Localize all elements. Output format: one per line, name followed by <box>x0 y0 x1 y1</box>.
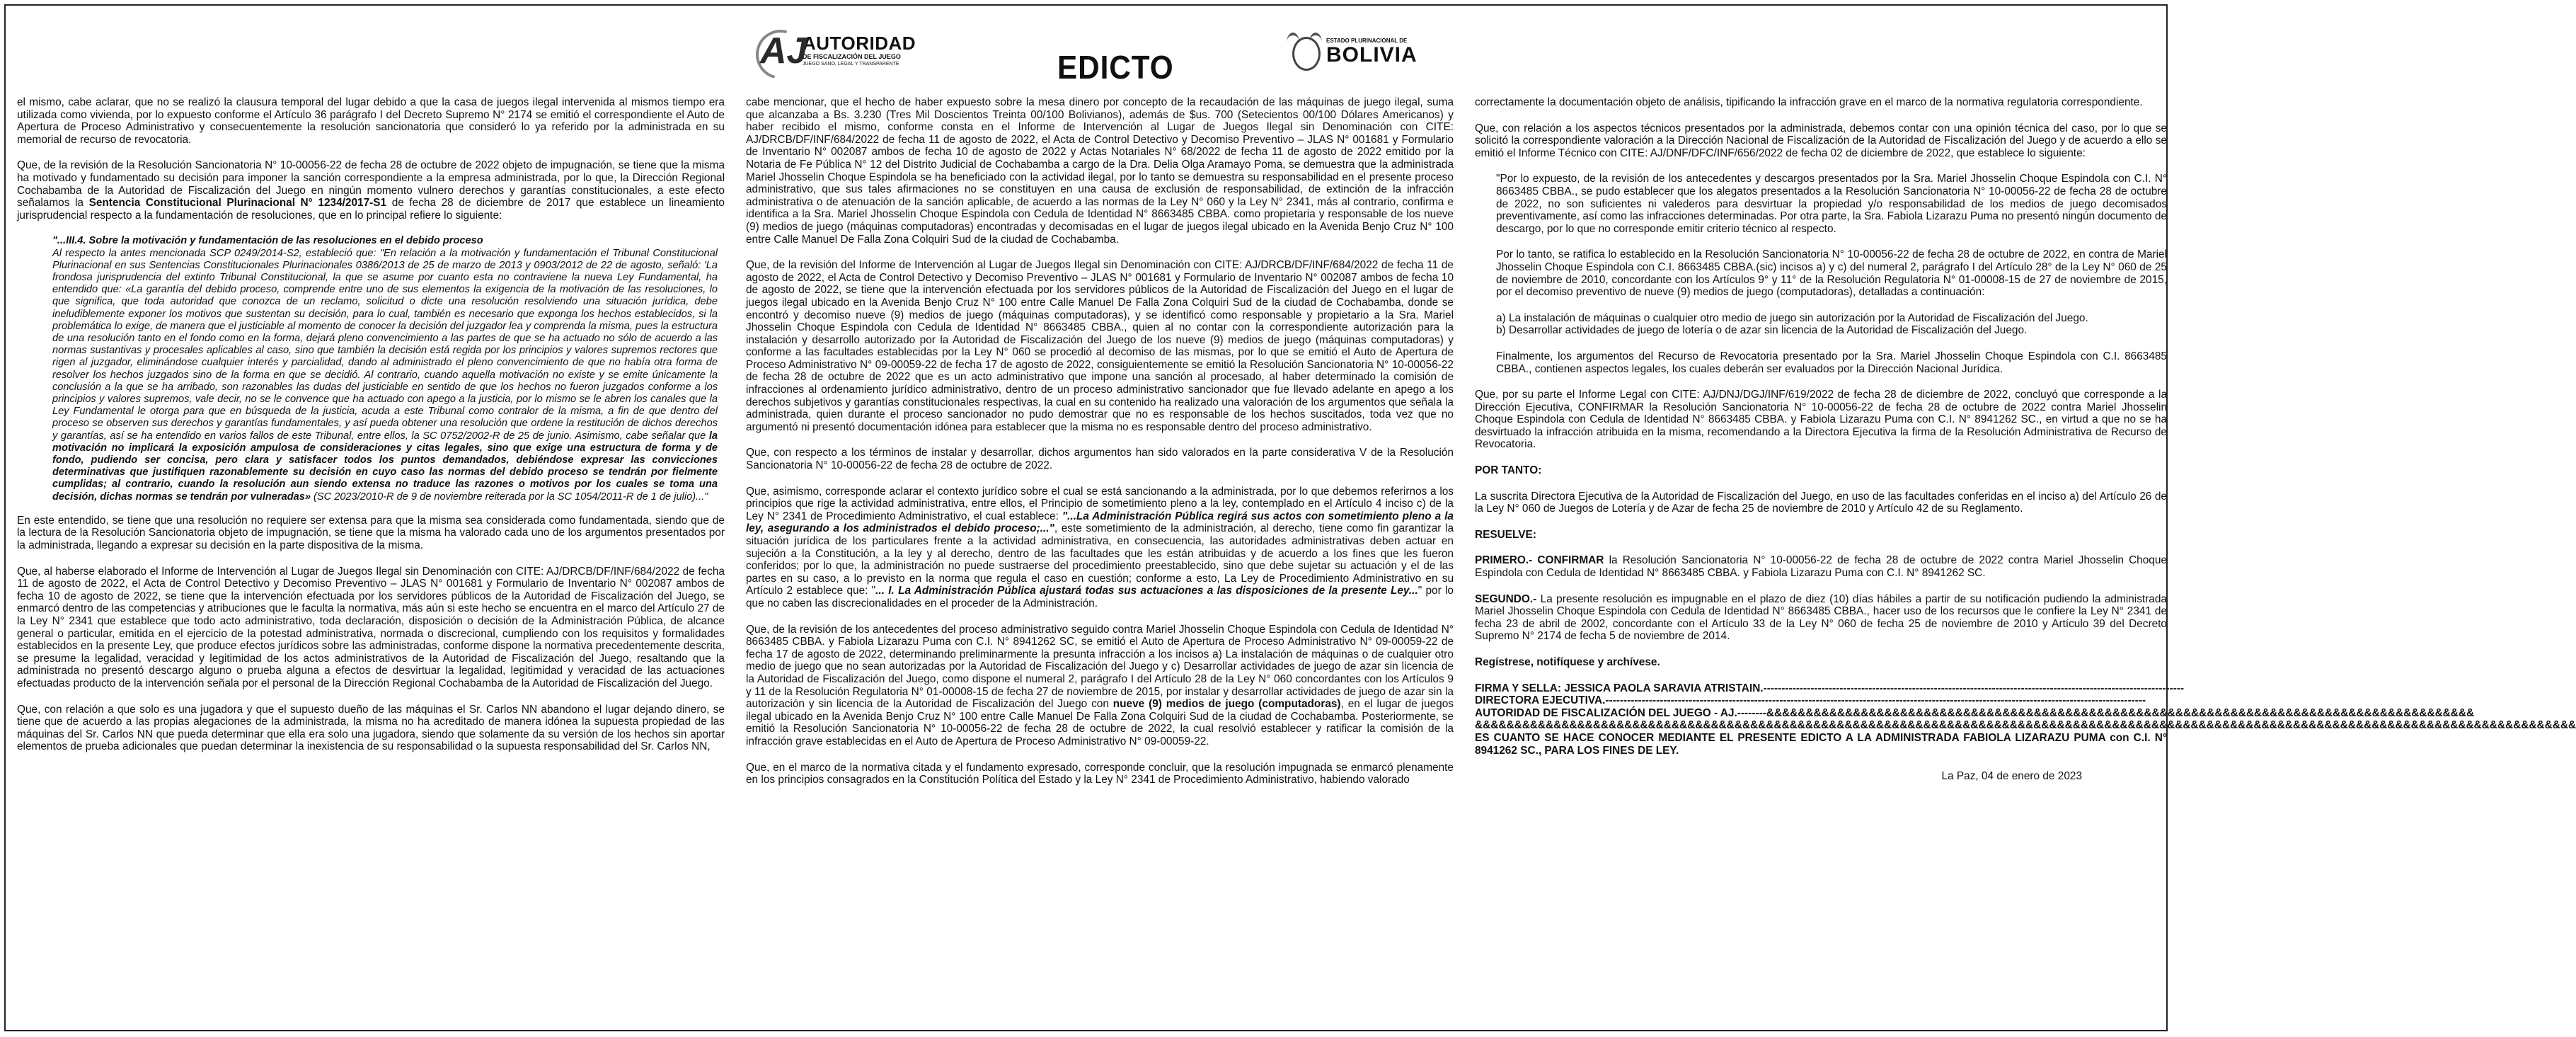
paragraph: Que, de la revisión de la Resolución Sancionatoria N° 10-00056-22 de fecha 28 de octubre de 2022 objeto de impugnación, se tiene que la misma ha motivado y fundamentado su decisión para imponer la sanción correspondiente a la empresa administrada, por lo que, la Dirección Regional Cochabamba de la Autoridad de Fiscalización del Juego en ningún momento vulnero derechos y garantías constitucionales, a este efecto señalamos la Sentencia Constitucional Plurinacional N° 1234/2017-S1 de fecha 28 de diciembre de 2017 que establece un lineamiento jurisprudencial respecto a la fundamentación de resoluciones, que en lo principal refiere lo siguiente: <box>17 159 725 222</box>
signature-line: DIRECTORA EJECUTIVA.----------------------------------------------------------------------------------------------------------------------------------------------------- <box>1475 694 2146 707</box>
paragraph: Que, con respecto a los términos de instalar y desarrollar, dichos argumentos han sido valorados en la parte considerativa V de la Resolución Sancionatoria N° 10-00056-22 de fecha 28 de octubre de 2022. <box>746 447 1454 472</box>
column-2 <box>746 96 1454 800</box>
bolivia-logo-small: ESTADO PLURINACIONAL DE <box>1326 38 1408 44</box>
technical-report-quote: Finalmente, los argumentos del Recurso de Revocatoria presentado por la Sra. Mariel Jhosselin Choque Espindola con C.I. 8663485 CBBA., contienen aspectos legales, los cuales deberán ser evaluados por la Dirección Nacional Jurídica. <box>1496 350 2167 375</box>
column-3 <box>1475 96 2576 796</box>
aj-logo-subtitle: DE FISCALIZACIÓN DEL JUEGO <box>803 52 901 60</box>
signature-line: AUTORIDAD DE FISCALIZACIÓN DEL JUEGO - AJ.--------&&&&&&&&&&&&&&&&&&&&&&&&&&&&&&&&&&&&&&&&&&&&&&&&&&&&&&&&&&&&&&&&&&&&&&&&&&&&&&&&&&&&&&&&&& <box>1475 706 2475 719</box>
bolivia-logo-big: BOLIVIA <box>1326 43 1418 67</box>
page-title: EDICTO <box>1057 49 1174 86</box>
page-header <box>6 6 2166 89</box>
quote-heading: "...III.4. Sobre la motivación y fundamentación de las resoluciones en el debido proceso <box>52 235 483 247</box>
infraction-b: b) Desarrollar actividades de juego de lotería o de azar sin licencia de la Autoridad de Fiscalización del Juego. <box>1496 324 2028 337</box>
paragraph: Que, con relación a los aspectos técnicos presentados por la administrada, debemos contar con una opinión técnica del caso, por lo que se solicitó la correspondiente valoración a la Dirección Nacional de Fiscalización de la Autoridad de Fiscalización del Juego y de acuerdo a ello se emitió el Informe Técnico con CITE: AJ/DNF/DFC/INF/656/2022 de fecha 02 de diciembre de 2022, que establece lo siguiente: <box>1475 122 2167 159</box>
aj-logo-tagline: JUEGO SANO, LEGAL Y TRANSPARENTE <box>803 61 899 67</box>
paragraph: Que, de la revisión de los antecedentes del proceso administrativo seguido contra Mariel Jhosselin Choque Espindola con Cedula de Identidad N° 8663485 CBBA. y Fabiola Lizarazu Puma con C.I. N° 8941262 SC, se emitió el Auto de Apertura de Proceso Administrativo N° 09-00059-22 de fecha 17 de agosto de 2022, determinando preliminarmente la presunta infracción a los incisos a) La instalación de máquinas o de cualquier otro medio de juego que no sean autorizadas por la Autoridad de Fiscalización del Juego y c) Desarrollar actividades de juego de azar sin licencia de la Autoridad de Fiscalización del Juego, como dispone el numeral 2, parágrafo I del Artículo 28 de la Ley N° 060 concordantes con los Artículos 9 y 11 de la Resolución Regulatoria N° 01-00008-15 de fecha 27 de noviembre de 2015, por instalar y desarrollar actividades de juego de azar sin la autorización y sin licencia de la Autoridad de Fiscalización del Juego con nueve (9) medios de juego (computadoras), en el lugar de juegos ilegal ubicado en la Avenida Benjo Cruz N° 100 entre Calle Manuel De Falla Zona Colquiri Sud de la ciudad de Cochabamba. Posteriormente, se emitió la Resolución Sancionatoria N° 10-00056-22 de fecha 28 de octubre de 2022, la cual resolvió establecer y ratificar la comisión de la infracción grave establecidas en el Auto de Apertura de Proceso Administrativo N° 09-00059-22. <box>746 623 1454 747</box>
infraction-a: a) La instalación de máquinas o cualquier otro medio de juego sin autorización por la Autoridad de Fiscalización del Juego. <box>1496 311 2088 324</box>
paragraph: el mismo, cabe aclarar, que no se realizó la clausura temporal del lugar debido a que la casa de juegos ilegal intervenida al mismos tiempo era utilizada como vivienda, por lo expuesto conforme el Artículo 36 parágrafo I del Decreto Supremo N° 2174 se emitió el correspondiente el Auto de Apertura de Proceso Administrativo y consecuentemente la resolución sancionatoria que consideró lo ya referido por la administrada en su memorial de recurso de revocatoria. <box>17 96 725 146</box>
paragraph: Que, asimismo, corresponde aclarar el contexto jurídico sobre el cual se está sancionando a la administrada, por lo que debemos referirnos a los principios que rige la actividad administrativa, entre ellos, el Principio de sometimiento pleno a la ley, contemplado en el Artículo 4 inciso c) de la Ley N° 2341 de Procedimiento Administrativo, el cual establece: "...La Administración Pública regirá sus actos con sometimiento pleno a la ley, asegurando a los administrados el debido proceso;...", este sometimiento de la administración, al derecho, tiene como fin garantizar la situación jurídica de los particulares frente a la actividad administrativa, en consecuencia, las autoridades administrativas deben actuar en sujeción a la Constitución, a la ley y al derecho, dentro de las facultades que les están atribuidas y de acuerdo a los fines que les fueron conferidos; por lo que, la administración no puede sustraerse del procedimiento preestablecido, sino que debe sujetar su actuación y el de las partes en su caso, a lo previsto en la norma que regula el caso en cuestión; conforme a esto, La Ley de Procedimiento Administrativo en su Artículo 2 establece que: "... I. La Administración Pública ajustará todas sus actuaciones a las disposiciones de la presente Ley..." por lo que no caben las discrecionalidades en el proceder de la Administración. <box>746 485 1454 609</box>
paragraph: Que, en el marco de la normativa citada y el fundamento expresado, corresponde concluir, que la resolución impugnada se enmarcó plenamente en los principios consagrados en la Constitución Política del Estado y la Ley N° 2341 de Procedimiento Administrativo, habiendo valorado <box>746 761 1454 786</box>
paragraph: correctamente la documentación objeto de análisis, tipificando la infracción grave en el marco de la normativa regulatoria correspondiente. <box>1475 96 2143 108</box>
issue-date: La Paz, 04 de enero de 2023 <box>1941 770 2082 783</box>
bolivia-shield-icon <box>1287 30 1322 74</box>
paragraph: Que, al haberse elaborado el Informe de Intervención al Lugar de Juegos Ilegal sin Denominación con CITE: AJ/DRCB/DF/INF/684/2022 de fecha 11 de agosto de 2022, el Acta de Control Detectivo y Decomiso Preventivo – JLAS N° 001681 y Formulario de Inventario N° 002087 ambos de fecha 10 de agosto de 2022, se tiene que la intervención efectuada por los servidores públicos de la Autoridad de Fiscalización del Juego, se enmarcó dentro de las competencias y atribuciones que le faculta la normativa, más aún si este hecho se encuentra en el marco del Artículo 27 de la Ley N° 2341 que establece que todo acto administrativo, toda declaración, disposición o decisión de la Administración Pública, de alcance general o particular, emitida en el ejercicio de la potestad administrativa, normada o discrecional, cumpliendo con los requisitos y formalidades establecidos en la presente Ley, que produce efectos jurídicos sobre las administradas, conforme dispone la normativa precedentemente descrita, se presume la legalidad, veracidad y legitimidad de los actos administrativos de la Autoridad de Fiscalización del Juego, resaltando que la administrada no presentó descargo alguno o prueba alguna a efectos de desvirtuar la legalidad, legitimidad y veracidad de las actuaciones efectuadas producto de la intervención señala por el personal de la Dirección Regional Cochabamba de la Autoridad de Fiscalización del Juego. <box>17 565 725 689</box>
section-heading-por-tanto: POR TANTO: <box>1475 464 1542 477</box>
aj-emblem-icon: AJ <box>760 30 797 71</box>
paragraph: La suscrita Directora Ejecutiva de la Autoridad de Fiscalización del Juego, en uso de las facultades conferidas en el inciso a) del Artículo 26 de la Ley N° 060 de Juegos de Lotería y de Azar de fecha 25 de noviembre de 2010 y Artículo 42 de su Reglamento. <box>1475 490 2167 515</box>
edicto-page <box>4 4 2576 1031</box>
column-1 <box>17 96 725 767</box>
paragraph: En este entendido, se tiene que una resolución no requiere ser extensa para que la misma sea considerada como fundamentada, siendo que de la lectura de la Resolución Sancionatoria objeto de impugnación, se tiene que la misma ha valorado cada uno de los argumentos presentados por la administrada, llegando a expresar su decisión en la parte dispositiva de la misma. <box>17 514 725 551</box>
signature-line: FIRMA Y SELLA: JESSICA PAOLA SARAVIA ATRISTAIN.-------------------------------------------------------------------------------------------------------------------- <box>1475 682 2185 694</box>
paragraph: Que, por su parte el Informe Legal con CITE: AJ/DNJ/DGJ/INF/619/2022 de fecha 28 de diciembre de 2022, concluyó que corresponde a la Dirección Ejecutiva, CONFIRMAR la Resolución Sancionatoria N° 10-00056-22 de fecha 28 de octubre de 2022 contra Mariel Jhosselin Choque Espindola con Cedula de Identidad N° 8663485 CBBA. y Fabiola Lizarazu Puma con C.I. N° 8941262 SC., en virtud a que no se ha desvirtuado la infracción atribuida en la misma, recomendando a la Directora Ejecutiva la firma de la Resolución Administrativa de Recurso de Revocatoria. <box>1475 389 2167 451</box>
aj-logo <box>760 30 916 71</box>
jurisprudence-quote: "...III.4. Sobre la motivación y fundamentación de las resoluciones en el debido proceso Al respecto la antes mencionada SCP 0249/2014-S2, estableció que: "En relación a la motivación y fundamentación el Tribunal Constitucional Plurinacional en sus Sentencias Constitucionales Plurinacionales 0386/2013 de 25 de marzo de 2013 y 0903/2012 de 22 de agosto, señaló: 'La frondosa jurisprudencia del extinto Tribunal Constitucional, la que se asume por cuanto esta no contraviene la nueva Ley Fundamental, ha entendido que: «La garantía del debido proceso, comprende entre uno de sus elementos la exigencia de la motivación de las resoluciones, lo que significa, que toda autoridad que conozca de un reclamo, solicitud o dicte una resolución resolviendo una situación jurídica, debe ineludiblemente exponer los motivos que sustentan su decisión, para lo cual, también es necesario que exponga los hechos establecidos, si la problemática lo exige, de manera que el justiciable al momento de conocer la decisión del juzgador lea y comprenda la misma, pues la estructura de una resolución tanto en el fondo como en la forma, dejará pleno convencimiento a las partes de que se ha actuado no sólo de acuerdo a las normas sustantivas y procesales aplicables al caso, sino que también la decisión está regida por los principios y valores supremos rectores que rigen al juzgador, eliminándose cualquier interés y parcialidad, dando al administrado el pleno convencimiento de que no había otra forma de resolver los hechos juzgados sino de la forma en que se decidió. Al contrario, cuando aquella motivación no existe y se emite únicamente la conclusión a la que se ha arribado, son razonables las dudas del justiciable en sentido de que los hechos no fueron juzgados conforme a los principios y valores supremos, vale decir, no se le convence que ha actuado con apego a la justicia, por lo mismo se le abren los canales que la Ley Fundamental le otorga para que en búsqueda de la justicia, acuda a este Tribunal como contralor de la misma, a fin de que dentro del proceso se observen sus derechos y garantías fundamentales, y así pueda obtener una resolución que ordene la restitución de dichos derechos y garantías, así se ha entendido en varios fallos de este Tribunal, entre ellos, la SC 0752/2002-R de 25 de junio. Asimismo, cabe señalar que la motivación no implicará la exposición ampulosa de consideraciones y citas legales, sino que exige una estructura de forma y de fondo, pudiendo ser concisa, pero clara y satisfacer todos los puntos demandados, debiéndose expresar las convicciones determinativas que justifiquen razonablemente su decisión en cuyo caso las normas del debido proceso se tendrán por fielmente cumplidas; al contrario, cuando la resolución aun siendo extensa no traduce las razones o motivos por los cuales se toma una decisión, dichas normas se tendrán por vulneradas» (SC 2023/2010-R de 9 de noviembre reiterada por la SC 1054/2011-R de 1 de julio)..." <box>52 235 718 503</box>
bolivia-logo <box>1287 30 1418 74</box>
aj-logo-title: AUTORIDAD <box>803 32 916 54</box>
paragraph: cabe mencionar, que el hecho de haber expuesto sobre la mesa dinero por concepto de la recaudación de las máquinas de juego ilegal, suma que alcanzaba a Bs. 3.230 (Tres Mil Doscientos Treinta 00/100 Bolivianos), además de $us. 700 (Setecientos 00/100 Dólares Americanos) y haber recibido el mismo, conforme consta en el Informe de Intervención al Lugar de Juegos Ilegal sin Denominación con CITE: AJ/DRCB/DF/INF/684/2022 de fecha 11 de agosto de 2022, el Acta de Control Detectivo y Decomiso Preventivo – JLAS N° 001681 y Formulario de Inventario N° 002087 ambos de fecha 10 de agosto de 2022 y Actas Notariales N° 68/2022 de fecha 11 de agosto de 2022 emitido por la Notaria de Fe Pública N° 12 del Distrito Judicial de Cochabamba a cargo de la Dra. Delia Olga Aramayo Poma, se demuestra que la administrada Mariel Jhosselin Choque Espindola se ha beneficiado con la actividad ilegal, por lo tanto se demuestra su responsabilidad en el presente proceso administrativo, que sus tales afirmaciones no se constituyen en una causa de exclusión de responsabilidad, de extinción de la infracción administrativa o de atenuación de la sanción aplicable, de acuerdo a las normas de la Ley N° 060 y la Ley N° 2341, más al contrario, confirma e identifica a la Sra. Mariel Jhosselin Choque Espindola con Cedula de Identidad N° 8663485 CBBA. como propietaria y responsable de los nueve (9) medios de juego (máquinas computadoras) encontradas y decomisadas en el lugar de juegos ilegal ubicado en la Avenida Benjo Cruz N° 100 entre Calle Manuel De Falla Zona Colquiri Sud de la ciudad de Cochabamba. <box>746 96 1454 246</box>
resolution-segundo: SEGUNDO.- La presente resolución es impugnable en el plazo de diez (10) días hábiles a partir de su notificación pudiendo la administrada Mariel Jhosselin Choque Espindola con Cedula de Identidad N° 8663485 CBBA., hacer uso de los recursos que le confiere la Ley N° 2341 de fecha 23 de abril de 2002, concordante con el Artículo 33 de la Ley N° 060 de fecha 25 de noviembre de 2010 y Artículo 39 del Decreto Supremo N° 2174 de fecha 5 de noviembre de 2014. <box>1475 592 2167 643</box>
resolution-primero: PRIMERO.- CONFIRMAR la Resolución Sancionatoria N° 10-00056-22 de fecha 28 de octubre de 2022 contra Mariel Jhosselin Choque Espindola con Cedula de Identidad N° 8663485 CBBA. y Fabiola Lizarazu Puma con C.I. N° 8941262 SC. <box>1475 554 2167 580</box>
technical-report-quote: "Por lo expuesto, de la revisión de los antecedentes y descargos presentados por la Sra. Mariel Jhosselin Choque Espindola con C.I. N° 8663485 CBBA., se pudo establecer que los alegatos presentados a la Resolución Sancionatoria N° 10-00056-22 de fecha 28 de octubre de 2022, no son suficientes ni valederos para desvirtuar la propiedad y/o responsabilidad de los medios de juego decomisados preventivamente, así como las infracciones determinadas. Por otra parte, la Sra. Fabiola Lizarazu Puma no presentó ningún documento de descargo, por lo que no corresponde emitir criterio técnico al respecto. <box>1496 173 2167 235</box>
section-heading-resuelve: RESUELVE: <box>1475 528 1536 541</box>
paragraph: Que, con relación a que solo es una jugadora y que el supuesto dueño de las máquinas el Sr. Carlos NN abandono el lugar dejando dinero, se tiene que de acuerdo a las propias alegaciones de la administrada, la misma no ha acreditado de manera idónea la supuesta propiedad de las máquinas del Sr. Carlos NN que pueda determinar que ella era solo una jugadora, siendo que solamente da su versión de los hechos sin aportar elementos de prueba adicionales que puedan determinar la inexistencia de su responsabilidad o la supuesta responsabilidad del Sr. Carlos NN, <box>17 703 725 753</box>
registrese-line: Regístrese, notifíquese y archívese. <box>1475 656 1660 668</box>
final-notice: ES CUANTO SE HACE CONOCER MEDIANTE EL PRESENTE EDICTO A LA ADMINISTRADA FABIOLA LIZARAZU PUMA con C.I. N° 8941262 SC., PARA LOS FINES DE LEY. <box>1475 731 2167 757</box>
signature-line: &&&&&&&&&&&&&&&&&&&&&&&&&&&&&&&&&&&&&&&&&&&&&&&&&&&&&&&&&&&&&&&&&&&&&&&&&&&&&&&&&&&&&&&&&&&&&&&&&&&&&&&&&&&&&&&&&&&&&&&&&&&&&&&&&&&&&&&&&&&& <box>1475 719 2576 732</box>
technical-report-quote: Por lo tanto, se ratifica lo establecido en la Resolución Sancionatoria N° 10-00056-22 de fecha 28 de octubre de 2022, en contra de Mariel Jhosselin Choque Espindola con C.I. 8663485 CBBA.(sic) incisos a) y c) del numeral 2, parágrafo I del Artículo 28° de la Ley N° 060 de 25 de noviembre de 2010, concordante con los Artículos 9° y 11° de la Resolución Regulatoria N° 01-00008-15 de 27 de noviembre de 2015, por el decomiso preventivo de nueve (9) medios de juego (computadoras), detalladas a continuación: <box>1496 248 2167 299</box>
paragraph: Que, de la revisión del Informe de Intervención al Lugar de Juegos Ilegal sin Denominación con CITE: AJ/DRCB/DF/INF/684/2022 de fecha 11 de agosto de 2022, el Acta de Control Detectivo y Decomiso Preventivo – JLAS N° 001681 y Formulario de Inventario N° 002087 ambos de fecha 10 de agosto de 2022, se tiene que la intervención efectuada por los servidores públicos de la Autoridad de Fiscalización del Juego en el lugar de juegos ilegal ubicado en la Avenida Benjo Cruz N° 100 entre Calle Manuel De Falla Zona Colquiri Sud de la ciudad de Cochabamba, donde se encontró y decomiso nueve (9) medios de juego (máquinas computadoras), y se identificó como responsable y propietario a la Sra. Mariel Jhosselin Choque Espindola con Cedula de Identidad N° 8663485 CBBA., quien al no contar con la correspondiente autorización para la instalación y desarrollo autorizado por la Autoridad de Fiscalización del Juego de los nueve (9) medios de juego (máquinas computadoras) y conforme a las facultades establecidas por la Ley N° 060 se procedió al decomiso de las mismas, por lo que se emitió el Auto de Apertura de Proceso Administrativo N° 09-00059-22 de fecha 17 de agosto de 2022, consiguientemente se emitió la Resolución Sancionatoria N° 10-00056-22 de fecha 28 de octubre de 2022 que es un acto administrativo que impone una sanción al procesado, al haber determinado la comisión de infracciones al ordenamiento jurídico administrativo, dentro de un proceso administrativo sancionador que fue llevado adelante en apego a los derechos subjetivos y garantías constitucionales respectivas, la cual en su contenido ha realizado una valoración de los argumentos que señala la administrada, quien durante el proceso sancionador no pudo demostrar que no es responsable de los hechos suscitados, toda vez que no argumentó ni presentó documentación idónea para establecer que la misma no es responsable dentro del proceso administrativo. <box>746 259 1454 433</box>
